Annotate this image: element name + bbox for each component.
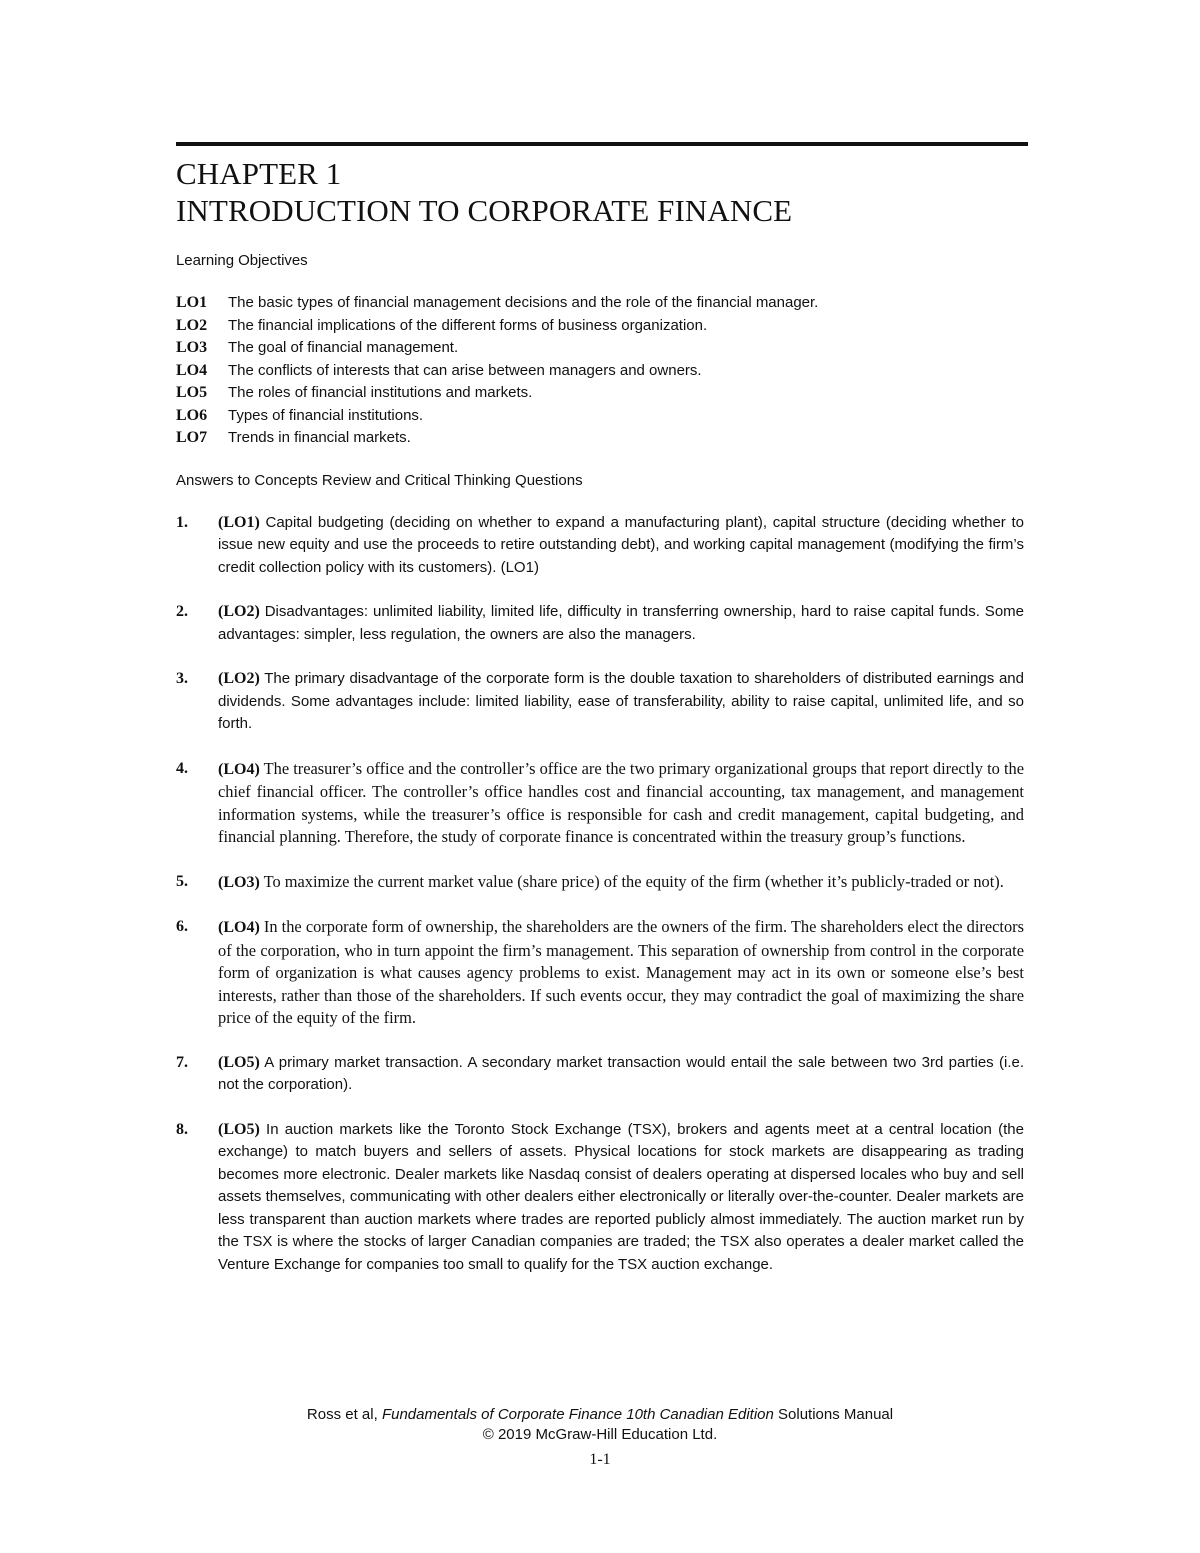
answer-text: The primary disadvantage of the corporate form is the double taxation to shareholders of distributed earnings and dividends. Some advantages include: limited liability, ease of transferability, ability to raise capital, unlimited life, and so forth.	[218, 670, 1024, 732]
answer-number: 7.	[176, 1053, 188, 1071]
learning-objective-text: Types of financial institutions.	[228, 406, 424, 424]
answer-objective-tag: (LO5)	[218, 1053, 260, 1071]
answer-text: To maximize the current market value (share price) of the equity of the firm (whether it’s publicly-traded or not).	[263, 871, 1004, 891]
answer-item	[176, 601, 1028, 646]
answer-body	[218, 1119, 1024, 1277]
footer-manual-label: Solutions Manual	[778, 1406, 894, 1423]
footer-book-title: Fundamentals of Corporate Finance 10th Canadian Edition	[381, 1406, 774, 1423]
answer-body	[218, 871, 1024, 895]
answer-body	[218, 916, 1024, 1030]
page-footer	[0, 1405, 1200, 1470]
answer-number: 3.	[176, 670, 188, 687]
learning-objective-text: The goal of financial management.	[228, 339, 459, 356]
answer-objective-tag: (LO4)	[218, 919, 260, 936]
learning-objective-code: LO3	[176, 339, 208, 356]
answer-body	[218, 668, 1024, 736]
answer-item	[176, 1119, 1028, 1277]
learning-objective-code: LO2	[176, 316, 208, 334]
answer-objective-tag: (LO2)	[218, 603, 260, 620]
footer-page-number: 1-1	[589, 1451, 611, 1468]
footer-citation	[0, 1405, 1200, 1425]
answer-objective-tag: (LO5)	[218, 1120, 260, 1138]
answer-item	[176, 1052, 1028, 1097]
learning-objectives-heading: Learning Objectives	[176, 252, 308, 269]
answer-item	[176, 512, 1028, 580]
chapter-title: INTRODUCTION TO CORPORATE FINANCE	[176, 193, 793, 228]
answer-text: The treasurer’s office and the controller’s office are the two primary organizational groups that report directly to the chief financial officer. The controller’s office handles cost and financial accounting, tax management, and management information systems, while the treasurer’s office is responsible for cash and credit management, capital budgeting, and financial planning. Therefore, the study of corporate finance is concentrated within the treasury group’s functions.	[218, 758, 1024, 846]
learning-objective-item	[176, 292, 1028, 315]
answer-number: 5.	[176, 872, 188, 890]
learning-objective-item	[176, 427, 1028, 450]
learning-objective-text: The basic types of financial management decisions and the role of the financial manager.	[228, 294, 819, 311]
answer-objective-tag: (LO2)	[218, 670, 260, 687]
learning-objective-text: The conflicts of interests that can arise between managers and owners.	[228, 361, 702, 379]
learning-objective-text: The financial implications of the different forms of business organization.	[228, 316, 708, 334]
learning-objective-item	[176, 382, 1028, 405]
answers-list	[176, 512, 1028, 1277]
answer-objective-tag: (LO4)	[218, 760, 260, 778]
answer-text: Disadvantages: unlimited liability, limited life, difficulty in transferring ownership, hard to raise capital funds. Some advantages: simpler, less regulation, the owners are also the managers.	[218, 603, 1024, 643]
learning-objective-text: Trends in financial markets.	[228, 429, 411, 446]
answer-body	[218, 601, 1024, 646]
answer-text: A primary market transaction. A secondary market transaction would entail the sale between two 3rd parties (i.e. not the corporation).	[218, 1053, 1024, 1093]
answer-body	[218, 512, 1024, 580]
learning-objective-item	[176, 315, 1028, 338]
answer-item	[176, 871, 1028, 895]
learning-objectives-list	[176, 292, 1028, 450]
learning-objective-item	[176, 360, 1028, 383]
answer-item	[176, 668, 1028, 736]
answer-number: 8.	[176, 1120, 188, 1138]
answer-number: 6.	[176, 918, 188, 935]
footer-copyright: © 2019 McGraw-Hill Education Ltd.	[482, 1426, 718, 1443]
answer-body	[218, 1052, 1024, 1097]
learning-objective-text: The roles of financial institutions and markets.	[228, 384, 533, 401]
answer-body	[218, 758, 1024, 849]
learning-objective-item	[176, 337, 1028, 360]
learning-objective-code: LO1	[176, 294, 208, 311]
learning-objective-code: LO6	[176, 406, 208, 424]
learning-objective-code: LO4	[176, 361, 208, 379]
answer-objective-tag: (LO3)	[218, 873, 260, 891]
answer-item	[176, 758, 1028, 849]
document-page	[176, 142, 1028, 1298]
answer-text: Capital budgeting (deciding on whether to expand a manufacturing plant), capital structure (deciding whether to issue new equity and use the proceeds to retire outstanding debt), and working capital management (modifying the firm’s credit collection policy with its customers). (LO1)	[218, 513, 1024, 576]
footer-authors: Ross et al,	[306, 1406, 378, 1423]
learning-objective-code: LO5	[176, 384, 208, 401]
learning-objective-item	[176, 405, 1028, 428]
top-horizontal-rule	[176, 142, 1028, 146]
chapter-number: CHAPTER 1	[176, 156, 342, 191]
answer-item	[176, 916, 1028, 1030]
answers-heading: Answers to Concepts Review and Critical Thinking Questions	[176, 471, 583, 489]
answer-objective-tag: (LO1)	[218, 513, 260, 531]
answer-number: 1.	[176, 513, 188, 531]
answer-text: In the corporate form of ownership, the shareholders are the owners of the firm. The shareholders elect the directors of the corporation, who in turn appoint the firm’s management. This separation of ownership from control in the corporate form of organization is what causes agency problems to exist. Management may act in its own or someone else’s best interests, rather than those of the shareholders. If such events occur, they may contradict the goal of maximizing the share price of the equity of the firm.	[218, 917, 1024, 1027]
answer-number: 2.	[176, 603, 188, 620]
learning-objective-code: LO7	[176, 429, 208, 446]
answer-number: 4.	[176, 759, 188, 777]
answer-text: In auction markets like the Toronto Stock Exchange (TSX), brokers and agents meet at a central location (the exchange) to match buyers and sellers of assets. Physical locations for stock markets are disappearing as trading becomes more electronic. Dealer markets like Nasdaq consist of dealers operating at dispersed locales who buy and sell assets themselves, communicating with other dealers either electronically or literally over-the-counter. Dealer markets are less transparent than auction markets where trades are reported publicly almost immediately. The auction market run by the TSX is where the stocks of larger Canadian companies are traded; the TSX also operates a dealer market called the Venture Exchange for companies too small to qualify for the TSX auction exchange.	[218, 1120, 1024, 1273]
